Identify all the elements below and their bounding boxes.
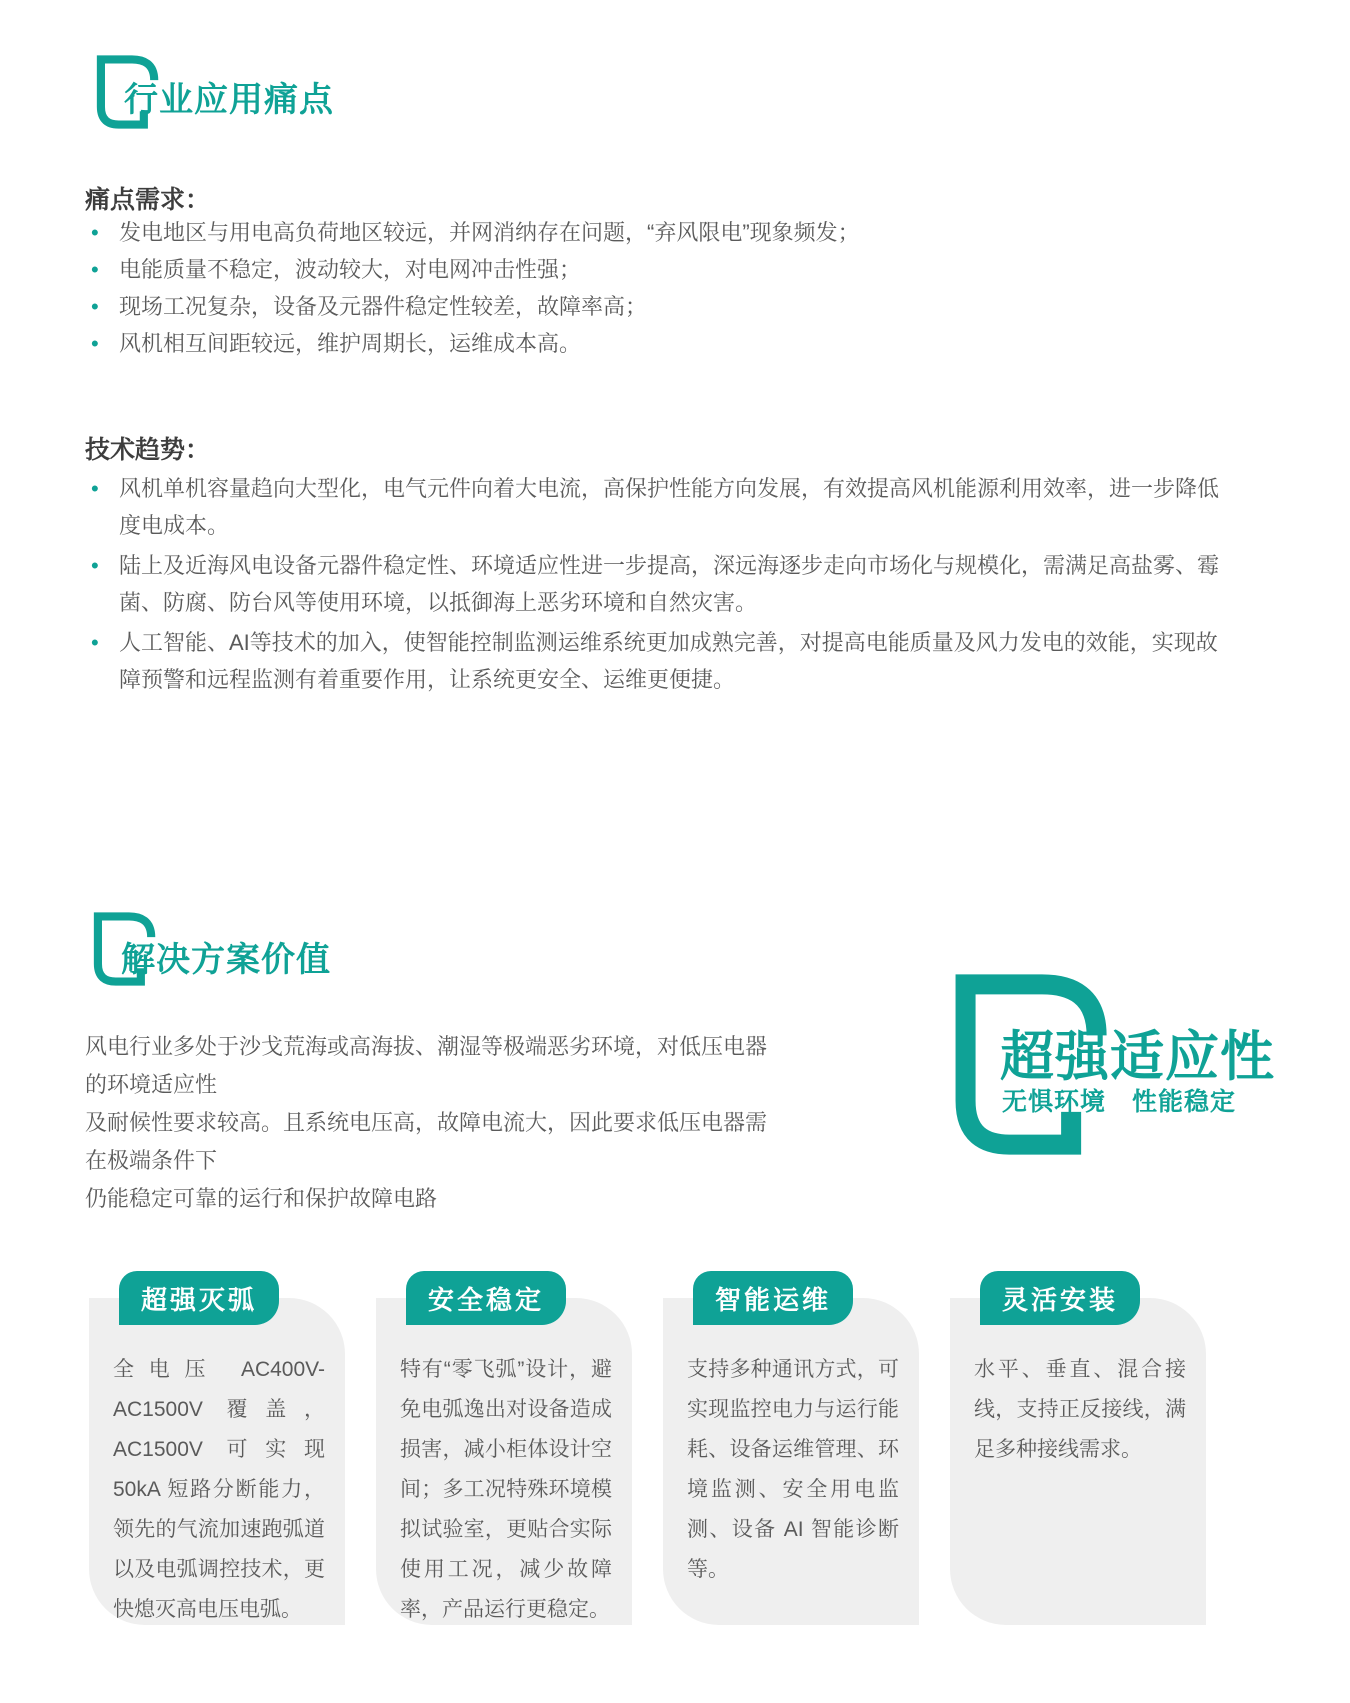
- bullet-item: [85, 325, 1245, 362]
- feature-subtitle: 无惧环境 性能稳定: [1002, 1088, 1237, 1116]
- bullet-dot-icon: •: [91, 257, 99, 282]
- trend-heading: 技术趋势：: [85, 436, 211, 464]
- card-body-text: 水平、垂直、混合接线，支持正反接线，满足多种接线需求。: [974, 1358, 1186, 1461]
- bullet-item: [85, 251, 1245, 288]
- bullet-item: [85, 214, 1245, 251]
- trend-bullet-list: [85, 470, 1235, 701]
- bullet-text: 人工智能、AI等技术的加入，使智能控制监测运维系统更加成熟完善，对提高电能质量及风力发电的效能，实现故障预警和远程监测有着重要作用，让系统更安全、运维更便捷。: [119, 630, 1218, 692]
- bullet-text: 风机单机容量趋向大型化，电气元件向着大电流，高保护性能方向发展，有效提高风机能源利用效率，进一步降低度电成本。: [119, 476, 1220, 538]
- bullet-text: 风机相互间距较远，维护周期长，运维成本高。: [119, 331, 582, 356]
- bullet-dot-icon: •: [91, 294, 99, 319]
- feature-title: 超强适应性: [1000, 1027, 1275, 1087]
- bullet-dot-icon: •: [91, 331, 99, 356]
- bullet-item: [85, 547, 1235, 621]
- bullet-dot-icon: •: [91, 220, 99, 245]
- bullet-item: [85, 288, 1245, 325]
- card-body-text: 支持多种通讯方式，可实现监控电力与运行能耗、设备运维管理、环境监测、安全用电监测、设备 AI 智能诊断等。: [687, 1358, 899, 1581]
- paragraph-line: 风电行业多处于沙戈荒海或高海拔、潮湿等极端恶劣环境，对低压电器的环境适应性: [85, 1034, 768, 1097]
- bullet-dot-icon: •: [91, 630, 99, 655]
- demand-heading: 痛点需求：: [85, 186, 211, 214]
- section-title-pain-points: 行业应用痛点: [124, 81, 334, 119]
- demand-bullet-list: [85, 214, 1245, 362]
- card-label-badge: 灵活安装: [980, 1271, 1140, 1325]
- card-body-text: 特有“零飞弧”设计，避免电弧逸出对设备造成损害，减小柜体设计空间；多工况特殊环境模拟试验室，更贴合实际使用工况，减少故障率，产品运行更稳定。: [400, 1358, 612, 1621]
- bullet-dot-icon: •: [91, 553, 99, 578]
- bullet-item: [85, 470, 1235, 544]
- bullet-item: [85, 624, 1235, 698]
- card-body-text: 全电压 AC400V-AC1500V 覆盖，AC1500V 可实现 50kA 短路分断能力，领先的气流加速跑弧道以及电弧调控技术，更快熄灭高电压电弧。: [113, 1358, 325, 1621]
- bullet-text: 发电地区与用电高负荷地区较远，并网消纳存在问题，“弃风限电”现象频发；: [119, 220, 860, 245]
- card-label-badge: 超强灭弧: [119, 1271, 279, 1325]
- solution-paragraph: [85, 1028, 785, 1218]
- card-label-badge: 智能运维: [693, 1271, 853, 1325]
- paragraph-line: 及耐候性要求较高。且系统电压高，故障电流大，因此要求低压电器需在极端条件下: [85, 1110, 768, 1173]
- paragraph-line: 仍能稳定可靠的运行和保护故障电路: [85, 1186, 438, 1211]
- bullet-text: 现场工况复杂，设备及元器件稳定性较差，故障率高；: [119, 294, 648, 319]
- card-label-badge: 安全稳定: [406, 1271, 566, 1325]
- bullet-dot-icon: •: [91, 476, 99, 501]
- bullet-text: 陆上及近海风电设备元器件稳定性、环境适应性进一步提高，深远海逐步走向市场化与规模化，需满足高盐雾、霉菌、防腐、防台风等使用环境，以抵御海上恶劣环境和自然灾害。: [119, 553, 1220, 615]
- section-title-solution-value: 解决方案价值: [121, 941, 331, 979]
- bullet-text: 电能质量不稳定，波动较大，对电网冲击性强；: [119, 257, 582, 282]
